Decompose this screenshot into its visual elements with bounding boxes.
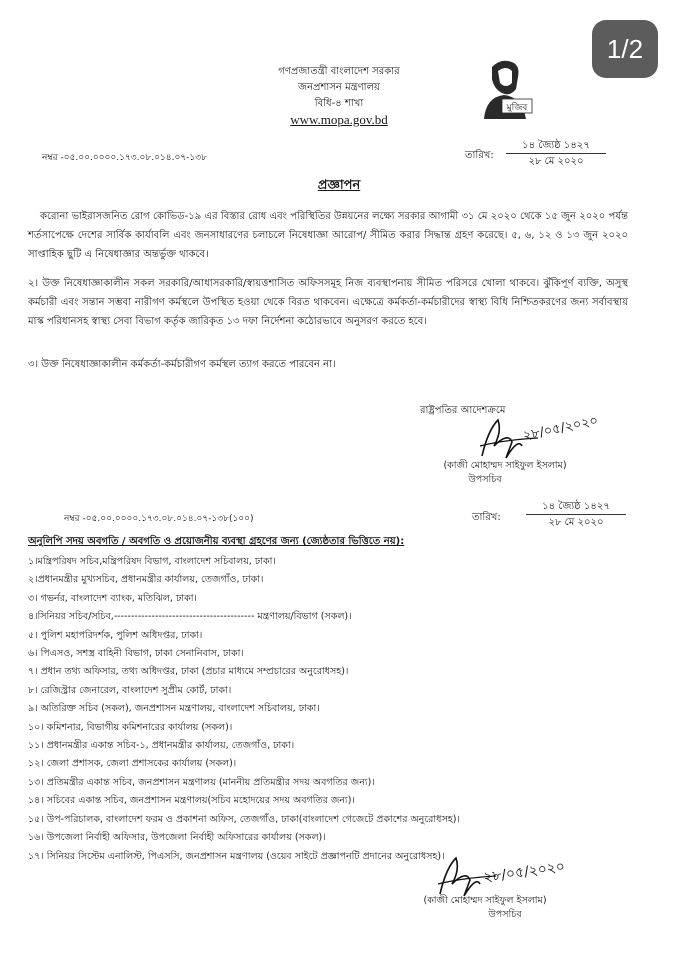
copy-to-heading: অনুলিপি সদয় অবগতি / অবগতি ও প্রয়োজনীয় ব্যবস্থা গ্রহণের জন্য (জ্যেষ্ঠতার ভিত্তিতে নয়):	[28, 536, 405, 547]
date-gregorian: ২৮ মে ২০২০	[528, 156, 584, 167]
ministry-website[interactable]: www.mopa.gov.bd	[290, 112, 388, 127]
memo-number: নম্বর -০৫.০০.০০০০.১৭৩.০৮.০১৪.০৭-১৩৮	[42, 153, 207, 163]
date-bangla-2: ১৪ জ্যৈষ্ঠ ১৪২৭	[526, 499, 626, 515]
svg-text:২৮/০৫/২০২০: ২৮/০৫/২০২০	[521, 413, 600, 444]
letterhead	[0, 64, 678, 128]
government-name: গণপ্রজাতন্ত্রী বাংলাদেশ সরকার	[278, 66, 400, 77]
list-item: ১২। জেলা প্রশাসক, জেলা প্রশাসকের কার্যালয় (সকল)।	[28, 758, 237, 770]
memo-number-2: নম্বর -০৫.০০.০০০০.১৭৩.০৮.০১৪.০৭-১৩৮(১০০)	[64, 514, 254, 524]
paragraph-2: ২। উক্ত নিষেধাজ্ঞাকালীন সকল সরকারি/আধাসরকারি/স্বায়ত্তশাসিত অফিসসমূহ নিজ ব্যবস্থাপনায় সীমিত পরিসরে খোলা থাকবে। ঝুঁকিপূর্ণ ব্যক্তি, অসুস্থ কর্মচারী এবং সন্তান সম্ভবা নারীগণ কর্মস্থলে উপস্থিত হওয়া থেকে বিরত থাকবেন। এক্ষেত্রে কর্মকর্তা-কর্মচারীদের স্বাস্থ্য বিধি নিশ্চিতকরণের জন্য সর্বাবস্থায় মাস্ক পরিধানসহ স্বাস্থ্য সেবা বিভাগ কর্তৃক জারিকৃত ১৩ দফা নির্দেশনা কঠোরভাবে অনুসরণ করতে হবে।	[28, 278, 628, 327]
list-item: ২।প্রধানমন্ত্রীর মুখ্যসচিব, প্রধানমন্ত্রীর কার্যালয়, তেজগাঁও, ঢাকা।	[28, 574, 264, 586]
list-item: ৩। গভর্নর, বাংলাদেশ ব্যাংক, মতিঝিল, ঢাকা।	[28, 592, 197, 604]
signatory-1-designation: উপসচিব	[468, 474, 502, 485]
list-item: ১৪। সচিবের একান্ত সচিব, জনপ্রশাসন মন্ত্রণালয়(সচিব মহোদয়ের সদয় অবগতির জন্য)।	[28, 795, 355, 807]
date-gregorian-2: ২৮ মে ২০২০	[548, 517, 604, 528]
signatory-2	[395, 894, 575, 922]
document-title: প্রজ্ঞাপন	[317, 178, 361, 193]
list-item: ৯। অতিরিক্ত সচিব (সকল), জনপ্রশাসন মন্ত্রণালয়, বাংলাদেশ সচিবালয়, ঢাকা।	[28, 703, 320, 715]
signatory-1	[410, 459, 600, 487]
list-item: ৬। পিএসও, সশস্ত্র বাহিনী বিভাগ, ঢাকা সেনানিবাস, ঢাকা।	[28, 648, 244, 660]
list-item: ১৬। উপজেলা নির্বাহী অফিসার, উপজেলা নির্বাহী অফিসারের কার্যালয় (সকল)।	[28, 832, 326, 844]
list-item: ৮। রেজিস্ট্রার জেনারেল, বাংলাদেশ সুপ্রীম কোর্ট, ঢাকা।	[28, 684, 232, 696]
date-bangla: ১৪ জ্যৈষ্ঠ ১৪২৭	[506, 138, 606, 154]
list-item: ১৫। উপ-পরিচালক, বাংলাদেশ ফরম ও প্রকাশনা অফিস, তেজগাঁও, ঢাকা(বাংলাদেশ গেজেটে প্রকাশের অনুরোধসহ)।	[28, 813, 460, 825]
date-label: তারিখ:	[465, 150, 494, 161]
page-counter: 1/2	[592, 20, 658, 78]
signatory-2-name: (কাজী মোহাম্মদ সাইফুল ইসলাম)	[423, 895, 547, 906]
signatory-2-designation: উপসচিব	[488, 909, 522, 920]
copy-to-list	[28, 553, 628, 866]
date-label-2: তারিখ:	[472, 512, 501, 523]
section-name: বিধি-৪ শাখা	[314, 98, 364, 109]
signature-2-image	[436, 850, 606, 900]
ministry-name: জনপ্রশাসন মন্ত্রণালয়	[298, 82, 380, 93]
signatory-1-name: (কাজী মোহাম্মদ সাইফুল ইসলাম)	[443, 460, 567, 471]
signature-1-image	[478, 412, 628, 462]
memo-date-2	[526, 499, 626, 530]
list-item: ১।মন্ত্রিপরিষদ সচিব,মন্ত্রিপরিষদ বিভাগ, বাংলাদেশ সচিবালয়, ঢাকা।	[28, 556, 276, 567]
list-item: ৪।সিনিয়র সচিব/সচিব,----------------------------------------- মন্ত্রণালয়/বিভাগ (সকল)।	[28, 611, 352, 623]
mujib-portrait-logo	[480, 57, 538, 119]
list-item: ৫। পুলিশ মহাপরিদর্শক, পুলিশ অধিদপ্তর, ঢাকা।	[28, 629, 203, 641]
list-item: ১১। প্রধানমন্ত্রীর একান্ত সচিব-১, প্রধানমন্ত্রীর কার্যালয়, তেজগাঁও, ঢাকা।	[28, 740, 295, 752]
list-item: ১৩। প্রতিমন্ত্রীর একান্ত সচিব, জনপ্রশাসন মন্ত্রণালয় (মাননীয় প্রতিমন্ত্রীর সদয় অবগতির জন্য)।	[28, 776, 375, 788]
paragraph-3: ৩। উক্ত নিষেধাজ্ঞাকালীন কর্মকর্তা-কর্মচারীগণ কর্মস্থল ত্যাগ করতে পারবেন না।	[28, 359, 336, 370]
president-order-line: রাষ্ট্রপতির আদেশক্রমে	[420, 405, 506, 416]
list-item: ১৭। সিনিয়র সিস্টেম এনালিস্ট, পিএসসি, জনপ্রশাসন মন্ত্রণালয় (ওয়েব সাইটে প্রজ্ঞাপনটি প্রদানের অনুরোধসহ)।	[28, 850, 445, 862]
memo-date	[506, 138, 606, 169]
paragraph-1: করোনা ভাইরাসজনিত রোগ কোভিড-১৯ এর বিস্তার রোধ এবং পরিস্থিতির উন্নয়নের লক্ষ্যে সরকার আগামী ৩১ মে ২০২০ থেকে ১৫ জুন ২০২০ পর্যন্ত শর্তসাপেক্ষে দেশের সার্বিক কার্যাবলি এবং জনসাধারণের চলাচলে নিষেধাজ্ঞা আরোপ/ সীমিত করার সিদ্ধান্ত গ্রহণ করেছে। ৫, ৬, ১২ ও ১৩ জুন ২০২০ সাপ্তাহিক ছুটি এ নিষেধাজ্ঞার অন্তর্ভুক্ত থাকবে।	[28, 211, 628, 260]
list-item: ১০। কমিশনার, বিভাগীয় কমিশনারের কার্যালয় (সকল)।	[28, 721, 233, 733]
list-item: ৭। প্রধান তথ্য অফিসার, তথ্য অধিদপ্তর, ঢাকা (প্রচার মাধ্যমে সম্প্রচারের অনুরোধসহ)।	[28, 666, 349, 678]
svg-text:২৮/০৫/২০২০: ২৮/০৫/২০২০	[482, 858, 566, 886]
svg-text:মুজিব: মুজিব	[506, 103, 528, 113]
